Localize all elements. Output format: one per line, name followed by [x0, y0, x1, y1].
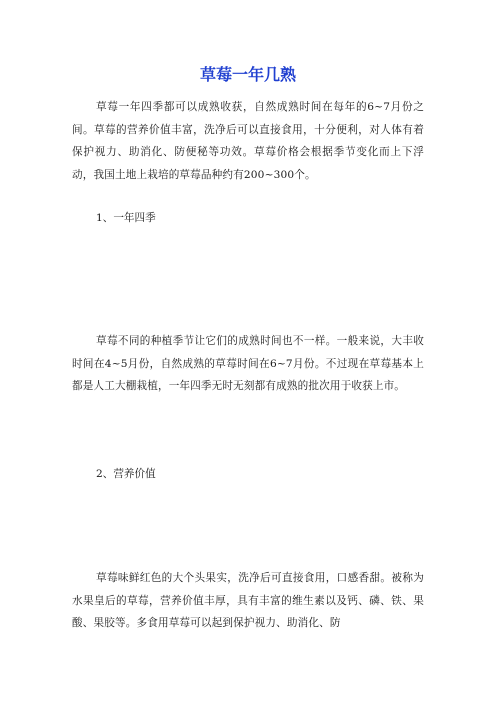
nutrition-paragraph: 草莓味鲜红色的大个头果实，洗净后可直接食用，口感香甜。被称为水果皇后的草莓，营养价值丰厚，具有丰富的维生素以及钙、磷、铁、果酸、果胶等。多食用草莓可以起到保护视力、助消化、防	[72, 572, 424, 629]
seasons-paragraph: 草莓不同的种植季节让它们的成熟时间也不一样。一般来说，大丰收时间在4~5月份，自然成熟的草莓时间在6~7月份。不过现在草莓基本上都是人工大棚栽植，一年四季无时无刻都有成熟的批次用于收获上市。	[72, 335, 424, 392]
intro-paragraph: 草莓一年四季都可以成熟收获，自然成熟时间在每年的6~7月份之间。草莓的营养价值丰富，洗净后可以直接食用，十分便利，对人体有着保护视力、助消化、防便秘等功效。草莓价格会根据季节变化而上下浮动，我国土地上栽培的草莓品种约有200~300个。	[72, 101, 424, 181]
section-heading-seasons: 1、一年四季	[96, 212, 156, 224]
document-title: 草莓一年几熟	[199, 65, 296, 84]
section-heading-nutrition: 2、营养价值	[96, 468, 156, 480]
